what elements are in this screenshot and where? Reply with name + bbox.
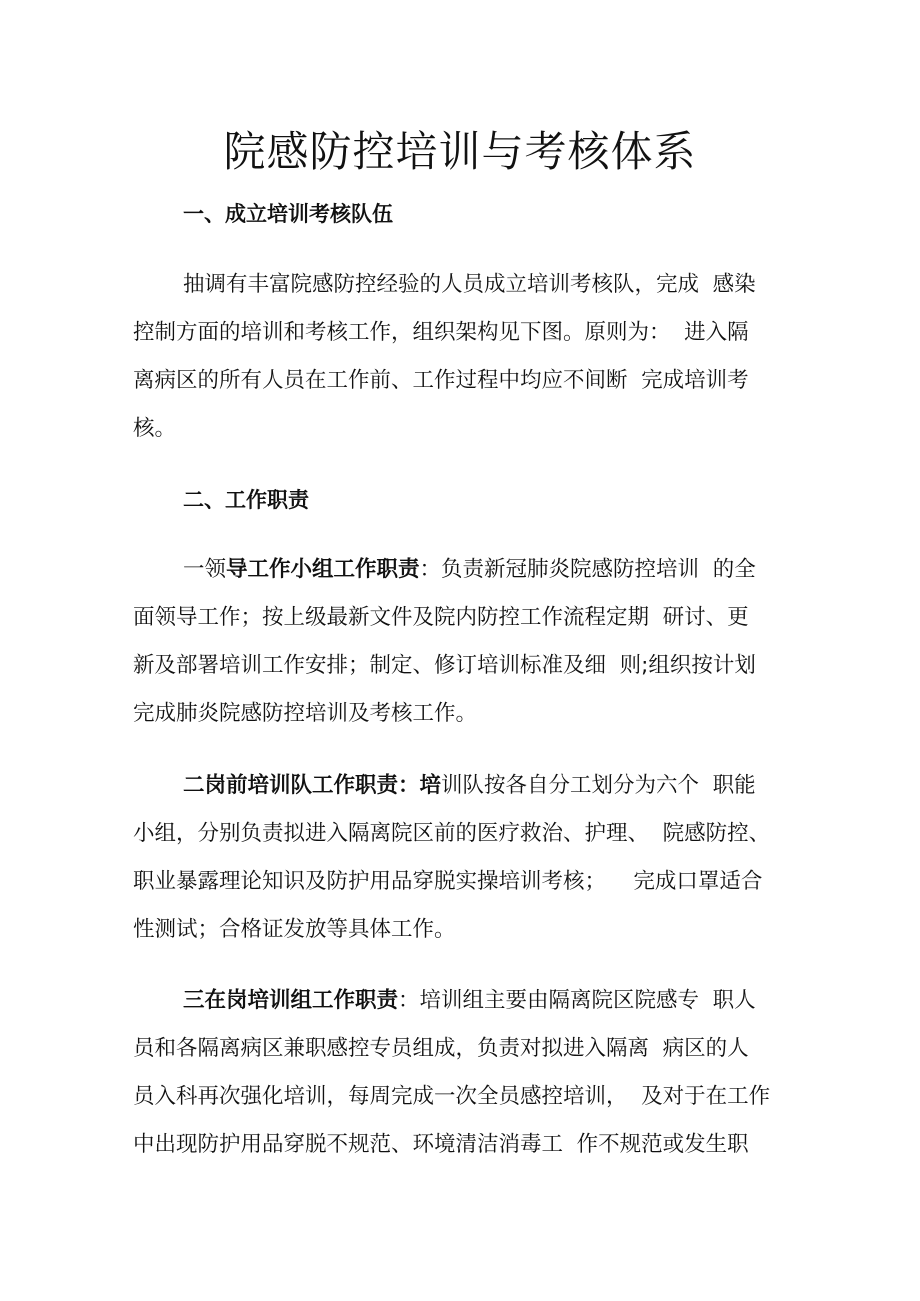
paragraph-team (133, 261, 823, 453)
paragraph-line: 中出现防护用品穿脱不规范、环境清洁消毒工 作不规范或发生职 (133, 1132, 749, 1157)
paragraph-line-rest: 训队按各自分工划分为六个 职能 (441, 773, 756, 798)
paragraph-line: 面领导工作；按上级最新文件及院内防控工作流程定期 研讨、更 (133, 605, 749, 630)
paragraph-lead-text: 一领 (183, 557, 227, 582)
paragraph-leadership-duties (133, 546, 823, 738)
paragraph-line (133, 546, 823, 594)
paragraph-onduty-duties (133, 977, 823, 1169)
paragraph-bold-label: 三在岗培训组工作职责 (183, 988, 399, 1013)
section-heading-duties: 二、工作职责 (183, 488, 309, 512)
paragraph-line: 完成肺炎院感防控培训及考核工作。 (133, 701, 478, 726)
paragraph-line: 新及部署培训工作安排；制定、修订培训标准及细 则;组织按计划 (133, 653, 756, 678)
paragraph-preservice-duties (133, 762, 823, 954)
paragraph-line: 离病区的所有人员在工作前、工作过程中均应不间断 完成培训考 (133, 368, 749, 393)
paragraph-line: 职业暴露理论知识及防护用品穿脱实操培训考核； 完成口罩适合 (133, 869, 763, 894)
paragraph-line: 核。 (133, 416, 177, 441)
paragraph-line: 员入科再次强化培训，每周完成一次全员感控培训， 及对于在工作 (133, 1084, 771, 1109)
paragraph-line: 控制方面的培训和考核工作，组织架构见下图。原则为： 进入隔 (133, 320, 749, 345)
paragraph-line (133, 762, 823, 810)
paragraph-line-rest: ：培训组主要由隔离院区院感专 职人 (398, 988, 756, 1013)
paragraph-line: 抽调有丰富院感防控经验的人员成立培训考核队，完成 感染 (183, 272, 756, 297)
paragraph-line: 员和各隔离病区兼职感控专员组成，负责对拟进入隔离 病区的人 (133, 1036, 749, 1061)
paragraph-line (133, 977, 823, 1025)
section-heading-team: 一、成立培训考核队伍 (183, 202, 393, 226)
paragraph-line: 性测试；合格证发放等具体工作。 (133, 917, 456, 942)
paragraph-line-rest: ：负责新冠肺炎院感防控培训 的全 (419, 557, 756, 582)
paragraph-bold-label: 二岗前培训队工作职责：培 (183, 773, 442, 798)
paragraph-line: 小组，分别负责拟进入隔离院区前的医疗救治、护理、 院感防控、 (133, 821, 771, 846)
document-title: 院感防控培训与考核体系 (223, 127, 697, 176)
paragraph-bold-label: 导工作小组工作职责 (226, 557, 420, 582)
